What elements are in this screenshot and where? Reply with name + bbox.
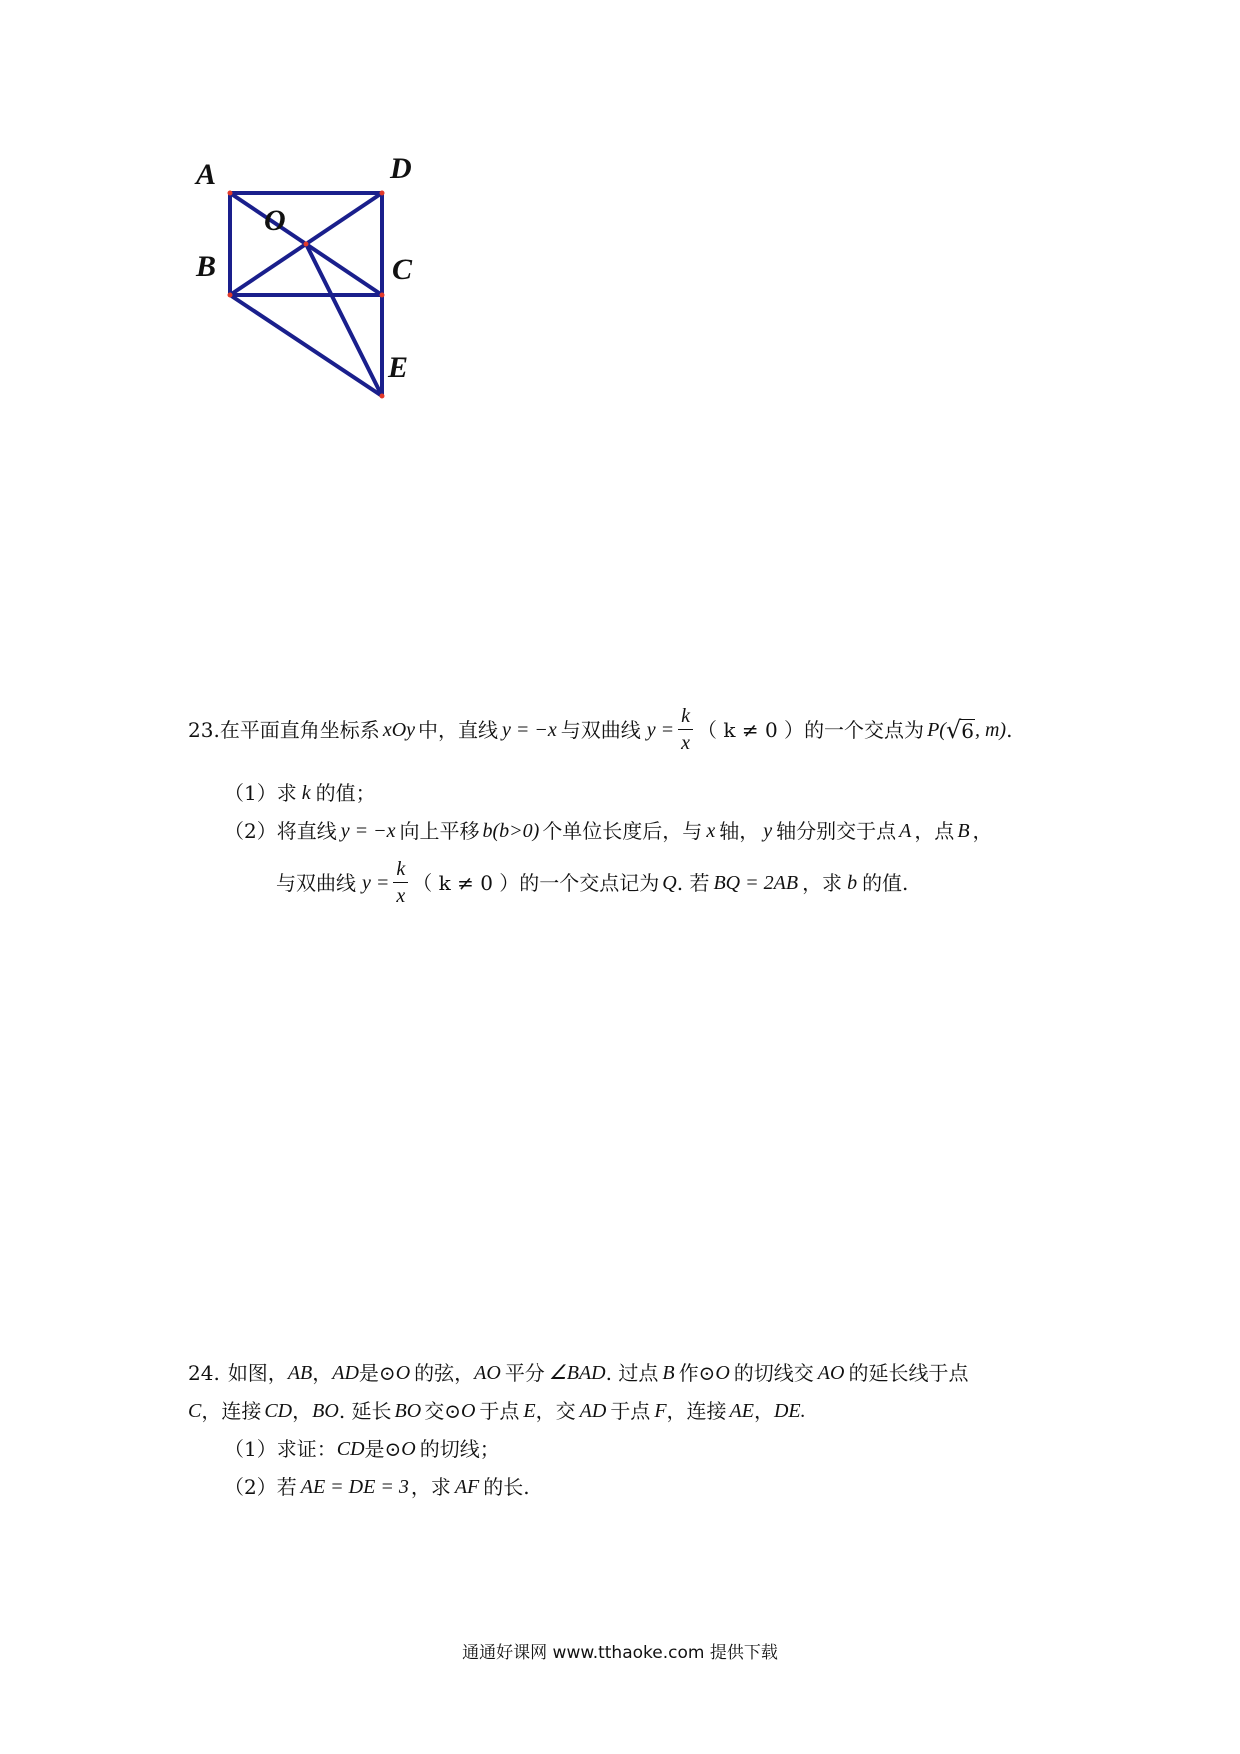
point-a <box>228 191 233 196</box>
q23-fraction-2: $\frac{k}{x}$ <box>393 859 408 907</box>
q23-part2-line2: 与双曲线 y = $\frac{k}{x}$ （ k ≠ 0 ） 的一个交点记为 Q . 若 BQ = 2AB ，求 b 的值. <box>276 858 909 907</box>
q24-part1: （1） 求证： CD 是⊙ O 的切线； <box>224 1437 500 1461</box>
q23-number: 23. <box>188 718 220 742</box>
point-b <box>228 293 233 298</box>
point-e <box>380 394 385 399</box>
label-o: O <box>264 204 286 237</box>
point-d <box>380 191 385 196</box>
footer-watermark: 通通好课网 www.tthaoke.com 提供下载 <box>462 1643 778 1663</box>
question-24 <box>188 1360 1068 1520</box>
q23-part1: （1） 求 k 的值； <box>224 781 376 805</box>
q24-line1: 24. 如图， AB ， AD 是⊙ O 的弦， AO 平分 ∠BAD . 过点 B 作⊙ O 的切线交 AO 的延长线于点 <box>188 1361 969 1385</box>
q24-part2: （2） 若 AE = DE = 3 ，求 AF 的长. <box>224 1475 530 1499</box>
label-c: C <box>392 253 413 286</box>
label-b: B <box>196 250 217 283</box>
q23-stem: 23. 在平面直角坐标系 xOy 中，直线 y = −x 与双曲线 y = $\frac{k}{x}$ （ k ≠ 0 ） 的一个交点为 P( √ 6 , m) . <box>188 705 1013 754</box>
q24-number: 24. <box>188 1361 220 1385</box>
geometry-figure <box>180 152 440 440</box>
figure-lines <box>180 160 440 440</box>
q23-part2-line1: （2） 将直线 y = −x 向上平移 b(b>0) 个单位长度后，与 x 轴， y 轴分别交于点 A ，点 B ， <box>224 819 993 843</box>
point-c <box>380 293 385 298</box>
q23-fraction: $\frac{k}{x}$ <box>678 706 693 754</box>
label-a: A <box>196 158 217 191</box>
point-o <box>304 242 309 247</box>
q24-line2: C ，连接 CD ， BO . 延长 BO 交⊙ O 于点 E ，交 AD 于点 F ，连接 AE ， DE. <box>188 1399 806 1423</box>
label-d: D <box>390 152 412 185</box>
question-23 <box>188 700 1068 930</box>
segment-oe <box>306 244 382 396</box>
sqrt-symbol: √ 6 <box>945 716 974 744</box>
segment-be <box>230 295 382 396</box>
label-e: E <box>388 351 409 384</box>
